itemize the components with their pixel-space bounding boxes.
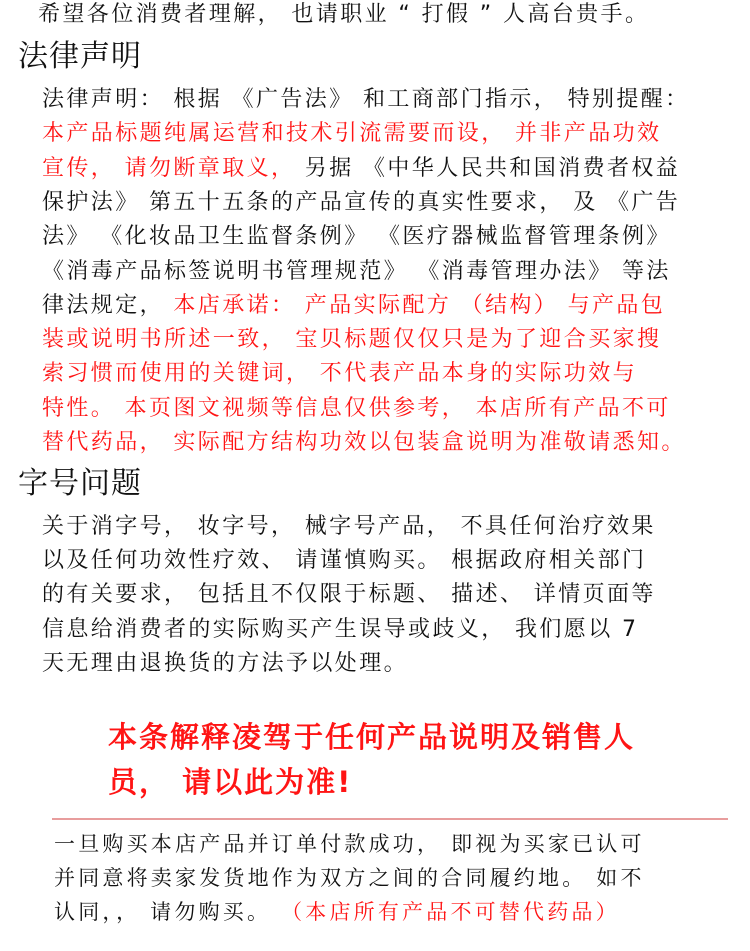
legal-line <box>42 432 686 454</box>
font-issue-heading: 字号问题 <box>18 466 142 501</box>
legal-line <box>42 329 661 351</box>
legal-text: 本产品标题纯属运营和技术引流需要而设， 并非产品功效 <box>42 121 662 146</box>
legal-text: 法律声明： 根据 《广告法》 和工商部门指示， 特别提醒： <box>42 87 690 112</box>
font-issue-line: 信息给消费者的实际购买产生误导或歧义， 我们愿以 7 <box>42 617 639 642</box>
legal-heading: 法律声明 <box>18 39 142 74</box>
contract-line-3-note: （本店所有产品不可替代药品） <box>271 900 620 924</box>
legal-line <box>42 261 671 283</box>
legal-text: 《消毒产品标签说明书管理规范》 《消毒管理办法》 等法 <box>42 259 671 284</box>
section-divider <box>52 818 728 820</box>
font-issue-line: 以及任何功效性疗效、 请谨慎购买。 根据政府相关部门 <box>42 548 647 573</box>
legal-text: 替代药品， 实际配方结构功效以包装盒说明为准敬请悉知。 <box>42 430 686 455</box>
legal-line <box>42 226 671 248</box>
legal-text: 特性。 本页图文视频等信息仅供参考， 本店所有产品不可 <box>42 396 671 421</box>
legal-text: 律法规定， <box>42 293 165 318</box>
contract-line-1: 一旦购买本店产品并订单付款成功， 即视为买家已认可 <box>54 832 645 856</box>
legal-text: 本店承诺： 产品实际配方 （结构） 与产品包 <box>164 293 666 318</box>
legal-line <box>42 123 661 145</box>
font-issue-line: 关于消字号， 妆字号， 械字号产品， 不具任何治疗效果 <box>42 514 656 539</box>
legal-text: 装或说明书所述一致， 宝贝标题仅仅只是为了迎合买家搜 <box>42 327 662 352</box>
emphasis-line-1: 本条解释凌驾于任何产品说明及销售人 <box>108 720 636 754</box>
legal-text: 另据 《中华人民共和国消费者权益 <box>295 156 681 181</box>
font-issue-line: 天无理由退换货的方法予以处理。 <box>42 651 409 676</box>
intro-line: 希望各位消费者理解， 也请职业 “ 打假 ” 人高台贵手。 <box>38 2 650 27</box>
legal-text: 保护法》 第五十五条的产品宣传的真实性要求， 及 《广告 <box>42 190 681 215</box>
contract-line-2: 并同意将卖家发货地作为双方之间的合同履约地。 如不 <box>54 866 645 890</box>
legal-line <box>42 158 680 180</box>
contract-line-3-text: 认同，， 请勿购买。 <box>54 900 272 924</box>
legal-text: 索习惯而使用的关键词， 不代表产品本身的实际功效与 <box>42 361 637 386</box>
legal-line <box>42 398 671 420</box>
emphasis-line-2: 员， 请以此为准! <box>108 765 353 799</box>
font-issue-line: 的有关要求， 包括且不仅限于标题、 描述、 详情页面等 <box>42 582 656 607</box>
legal-text: 法》 《化妆品卫生监督条例》 《医疗器械监督管理条例》 <box>42 224 671 249</box>
legal-line <box>42 363 637 385</box>
legal-line <box>42 192 680 214</box>
legal-line <box>42 89 690 111</box>
legal-text: 宣传， 请勿断章取义， <box>42 156 296 181</box>
legal-line <box>42 295 665 317</box>
contract-line-3 <box>54 902 620 923</box>
